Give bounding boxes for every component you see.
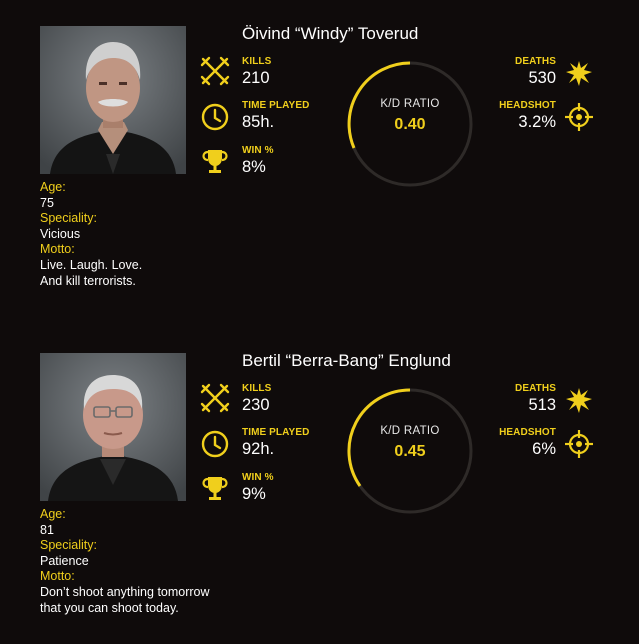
time-played-value: 92h.: [242, 440, 275, 458]
splat-icon: [564, 58, 594, 88]
speciality-value: Vicious: [40, 226, 81, 241]
deaths-value: 513: [528, 396, 556, 414]
crossed-swords-icon: [200, 56, 230, 86]
crossed-swords-icon: [200, 383, 230, 413]
deaths-value: 530: [528, 69, 556, 87]
motto-line: Live. Laugh. Love.: [40, 257, 143, 272]
headshot-value: 6%: [532, 440, 556, 458]
win-percent-label: WIN %: [242, 145, 274, 156]
time-played-label: TIME PLAYED: [242, 100, 310, 111]
headshot-label: HEADSHOT: [499, 100, 556, 111]
motto-line: And kill terrorists.: [40, 273, 136, 288]
kd-ratio-value: 0.45: [394, 443, 426, 460]
clock-icon: [200, 429, 230, 459]
crosshair-icon: [564, 429, 594, 459]
player-bio: [40, 507, 210, 616]
headshot-value: 3.2%: [518, 113, 556, 131]
player-bio: [40, 180, 142, 289]
deaths-label: DEATHS: [515, 383, 556, 394]
headshot-label: HEADSHOT: [499, 427, 556, 438]
player-photo: [40, 26, 186, 174]
speciality-value: Patience: [40, 553, 89, 568]
player-name: Bertil “Berra-Bang” Englund: [242, 351, 451, 370]
win-percent-label: WIN %: [242, 472, 274, 483]
kd-ratio-label: K/D RATIO: [380, 98, 440, 110]
win-percent-value: 9%: [242, 485, 266, 503]
motto-line: that you can shoot today.: [40, 600, 179, 615]
time-played-label: TIME PLAYED: [242, 427, 310, 438]
kd-ratio-value: 0.40: [394, 116, 426, 133]
deaths-label: DEATHS: [515, 56, 556, 67]
speciality-label: Speciality:: [40, 211, 97, 226]
player-photo: [40, 353, 186, 501]
trophy-icon: [200, 473, 230, 503]
speciality-label: Speciality:: [40, 538, 97, 553]
time-played-value: 85h.: [242, 113, 275, 131]
age-label: Age:: [40, 180, 66, 194]
trophy-icon: [200, 146, 230, 176]
motto-label: Motto:: [40, 569, 75, 584]
kills-value: 230: [242, 396, 270, 414]
motto-line: Don’t shoot anything tomorrow: [40, 584, 210, 599]
age-value: 75: [40, 195, 54, 210]
player-name: Öivind “Windy” Toverud: [242, 24, 419, 43]
kills-label: KILLS: [242, 383, 272, 394]
kills-value: 210: [242, 69, 270, 87]
clock-icon: [200, 102, 230, 132]
kills-label: KILLS: [242, 56, 272, 67]
win-percent-value: 8%: [242, 158, 266, 176]
player-card-1: [0, 0, 639, 310]
crosshair-icon: [564, 102, 594, 132]
age-label: Age:: [40, 507, 66, 521]
age-value: 81: [40, 522, 54, 537]
splat-icon: [564, 385, 594, 415]
player-card-2: [0, 327, 639, 637]
motto-label: Motto:: [40, 242, 75, 257]
kd-ratio-label: K/D RATIO: [380, 425, 440, 437]
